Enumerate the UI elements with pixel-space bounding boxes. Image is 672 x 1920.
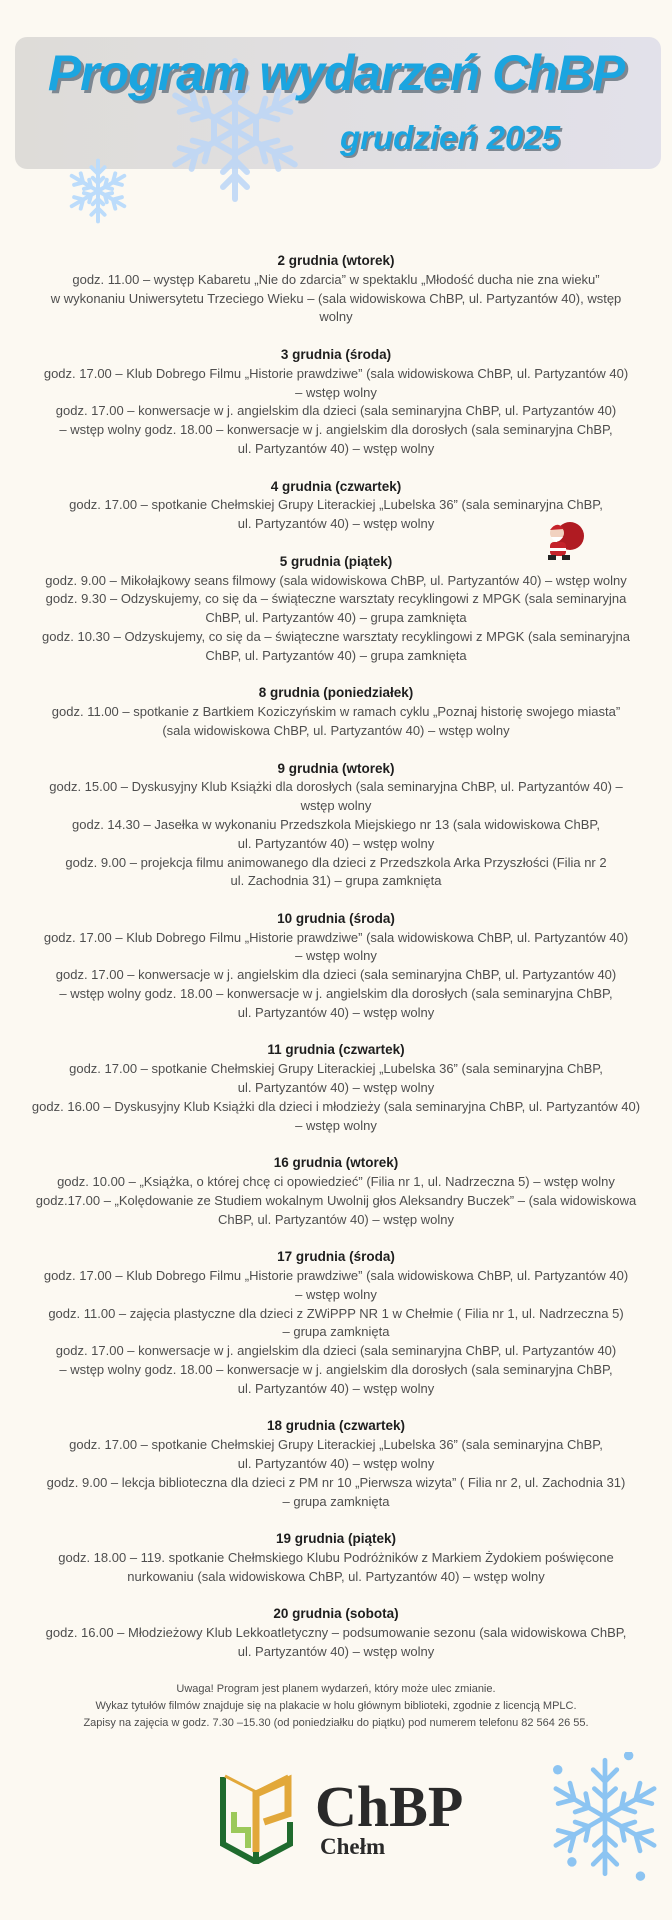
event-line: – wstęp wolny	[295, 948, 377, 964]
event-line: godz. 16.00 – Młodzieżowy Klub Lekkoatletyczny – podsumowanie sezonu (sala widowiskowa ChBP,	[45, 1625, 627, 1641]
event-date: 19 grudnia (piątek)	[275, 1531, 397, 1547]
event-line: godz. 17.00 – spotkanie Chełmskiej Grupy Literackiej „Lubelska 36” (sala seminaryjna ChBP,	[69, 1061, 603, 1077]
note-line: Zapisy na zajęcia w godz. 7.30 –15.30 (od poniedziałku do piątku) pod numerem telefonu 82 564 26 55.	[83, 1716, 589, 1729]
event-line: ul. Partyzantów 40) – wstęp wolny	[237, 1643, 435, 1659]
event-line: w wykonaniu Uniwersytetu Trzeciego Wieku – (sala widowiskowa ChBP, ul. Partyzantów 40), wstęp	[50, 290, 622, 306]
event-line: ul. Zachodnia 31) – grupa zamknięta	[230, 873, 442, 889]
event-date: 4 grudnia (czwartek)	[270, 478, 402, 494]
event-line: – wstęp wolny godz. 18.00 – konwersacje w j. angielskim dla dorosłych (sala seminaryjna ChBP,	[59, 1362, 613, 1378]
event-day	[0, 252, 672, 327]
event-date: 10 grudnia (środa)	[277, 910, 395, 926]
event-line: ChBP, ul. Partyzantów 40) – grupa zamknięta	[205, 610, 467, 626]
event-date: 18 grudnia (czwartek)	[266, 1418, 406, 1434]
event-line: – wstęp wolny	[295, 1117, 377, 1133]
event-line: godz.17.00 – „Kolędowanie ze Studiem wokalnym Uwolnij głos Aleksandry Buczek” – (sala widowiskowa	[35, 1192, 637, 1208]
event-day	[0, 478, 672, 534]
logo-name: ChBP	[315, 1774, 464, 1839]
event-line: – wstęp wolny	[295, 384, 377, 400]
event-line: godz. 11.00 – występ Kabaretu „Nie do zdarcia” w spektaklu „Młodość ducha nie zna wieku”	[72, 271, 600, 287]
event-day	[0, 346, 672, 459]
event-date: 16 grudnia (wtorek)	[273, 1155, 399, 1171]
event-line: – wstęp wolny godz. 18.00 – konwersacje w j. angielskim dla dorosłych (sala seminaryjna ChBP,	[59, 422, 613, 438]
event-line: godz. 17.00 – spotkanie Chełmskiej Grupy Literackiej „Lubelska 36” (sala seminaryjna ChBP,	[69, 1437, 603, 1453]
logo-city: Chełm	[320, 1834, 386, 1859]
chbp-logo-icon	[220, 1772, 294, 1864]
event-line: – wstęp wolny	[295, 1286, 377, 1302]
event-line: godz. 17.00 – Klub Dobrego Filmu „Historie prawdziwe” (sala widowiskowa ChBP, ul. Partyzantów 40)	[43, 929, 629, 945]
event-line: ChBP, ul. Partyzantów 40) – grupa zamknięta	[205, 647, 467, 663]
event-date: 20 grudnia (sobota)	[273, 1606, 399, 1622]
event-date: 3 grudnia (środa)	[280, 346, 392, 362]
page-subtitle: grudzień 2025	[340, 119, 561, 156]
event-line: godz. 11.00 – spotkanie z Bartkiem Koziczyńskim w ramach cyklu „Poznaj historię swojego miasta”	[51, 704, 621, 720]
event-line: godz. 17.00 – Klub Dobrego Filmu „Historie prawdziwe” (sala widowiskowa ChBP, ul. Partyzantów 40)	[43, 1268, 629, 1284]
event-line: godz. 17.00 – konwersacje w j. angielskim dla dzieci (sala seminaryjna ChBP, ul. Partyzantów 40)	[55, 403, 617, 419]
event-date: 8 grudnia (poniedziałek)	[258, 685, 414, 701]
event-line: godz. 14.30 – Jasełka w wykonaniu Przedszkola Miejskiego nr 13 (sala widowiskowa ChBP,	[72, 816, 600, 832]
event-date: 2 grudnia (wtorek)	[277, 253, 395, 268]
event-day	[0, 1530, 672, 1586]
event-day	[0, 760, 672, 892]
event-line: godz. 17.00 – spotkanie Chełmskiej Grupy Literackiej „Lubelska 36” (sala seminaryjna ChBP,	[69, 497, 603, 513]
event-line: godz. 18.00 – 119. spotkanie Chełmskiego Klubu Podróżników z Markiem Żydokiem poświęcone	[58, 1549, 614, 1565]
event-line: godz. 9.00 – lekcja biblioteczna dla dzieci z PM nr 10 „Pierwsza wizyta” ( Filia nr 2, ul. Zachodnia 31)	[46, 1474, 626, 1490]
event-line: wolny	[319, 309, 353, 325]
event-line: ul. Partyzantów 40) – wstęp wolny	[237, 1380, 435, 1396]
event-line: godz. 9.30 – Odzyskujemy, co się da – świąteczne warsztaty recyklingowi z MPGK (sala seminaryjna	[45, 591, 627, 607]
event-line: nurkowaniu (sala widowiskowa ChBP, ul. Partyzantów 40) – wstęp wolny	[127, 1568, 545, 1584]
event-day	[0, 1154, 672, 1229]
event-day	[0, 553, 672, 666]
event-line: ul. Partyzantów 40) – wstęp wolny	[237, 1004, 435, 1020]
event-line: godz. 16.00 – Dyskusyjny Klub Książki dla dzieci i młodzieży (sala seminaryjna ChBP, ul. Partyzantów 40)	[31, 1098, 641, 1114]
event-day	[0, 1248, 672, 1398]
event-line: godz. 17.00 – Klub Dobrego Filmu „Historie prawdziwe” (sala widowiskowa ChBP, ul. Partyzantów 40)	[43, 365, 629, 381]
event-day	[0, 684, 672, 740]
event-day	[0, 1605, 672, 1661]
event-line: godz. 10.30 – Odzyskujemy, co się da – świąteczne warsztaty recyklingowi z MPGK (sala seminaryjna	[42, 628, 630, 644]
event-line: – grupa zamknięta	[282, 1493, 390, 1509]
event-line: ul. Partyzantów 40) – wstęp wolny	[237, 440, 435, 456]
snowflake-corner-icon	[540, 1752, 670, 1882]
event-day	[0, 1041, 672, 1135]
events-list	[0, 252, 672, 1732]
event-line: (sala widowiskowa ChBP, ul. Partyzantów 40) – wstęp wolny	[162, 722, 510, 738]
event-line: ul. Partyzantów 40) – wstęp wolny	[237, 1080, 435, 1096]
event-line: godz. 9.00 – projekcja filmu animowanego dla dzieci z Przedszkola Arka Przyszłości (Filia nr 2	[65, 854, 607, 870]
event-line: godz. 10.00 – „Książka, o której chcę ci opowiedzieć” (Filia nr 1, ul. Nadrzeczna 5) – wstęp wolny	[57, 1174, 615, 1190]
snowflake-small-icon	[65, 158, 131, 224]
event-line: – wstęp wolny godz. 18.00 – konwersacje w j. angielskim dla dorosłych (sala seminaryjna ChBP,	[59, 986, 613, 1002]
event-day	[0, 910, 672, 1023]
event-line: godz. 11.00 – zajęcia plastyczne dla dzieci z ZWiPPP NR 1 w Chełmie ( Filia nr 1, ul. Nadrzeczna 5)	[48, 1305, 624, 1321]
event-line: godz. 17.00 – konwersacje w j. angielskim dla dzieci (sala seminaryjna ChBP, ul. Partyzantów 40)	[55, 1343, 617, 1359]
page-title: Program wydarzeń ChBP	[47, 45, 625, 101]
event-date: 11 grudnia (czwartek)	[267, 1042, 405, 1058]
event-day	[0, 1417, 672, 1511]
note-line: Wykaz tytułów filmów znajduje się na plakacie w holu głównym biblioteki, zgodnie z licencją MPLC.	[95, 1699, 577, 1712]
event-line: ul. Partyzantów 40) – wstęp wolny	[237, 1456, 435, 1471]
event-line: – grupa zamknięta	[282, 1324, 390, 1340]
event-line: godz. 15.00 – Dyskusyjny Klub Książki dla dorosłych (sala seminaryjna ChBP, ul. Partyzantów 40) –	[49, 779, 623, 795]
event-line: godz. 17.00 – konwersacje w j. angielskim dla dzieci (sala seminaryjna ChBP, ul. Partyzantów 40)	[55, 967, 617, 983]
notes	[0, 1681, 672, 1732]
event-line: ul. Partyzantów 40) – wstęp wolny	[237, 835, 435, 851]
event-date: 5 grudnia (piątek)	[279, 553, 393, 569]
event-line: wstęp wolny	[300, 798, 372, 814]
event-line: ul. Partyzantów 40) – wstęp wolny	[237, 516, 435, 532]
note-line: Uwaga! Program jest planem wydarzeń, który może ulec zmianie.	[176, 1682, 496, 1695]
event-date: 9 grudnia (wtorek)	[277, 760, 395, 776]
event-line: ChBP, ul. Partyzantów 40) – wstęp wolny	[217, 1211, 455, 1227]
event-line: godz. 9.00 – Mikołajkowy seans filmowy (sala widowiskowa ChBP, ul. Partyzantów 40) – wstęp wolny	[45, 572, 627, 588]
event-date: 17 grudnia (środa)	[277, 1249, 395, 1265]
